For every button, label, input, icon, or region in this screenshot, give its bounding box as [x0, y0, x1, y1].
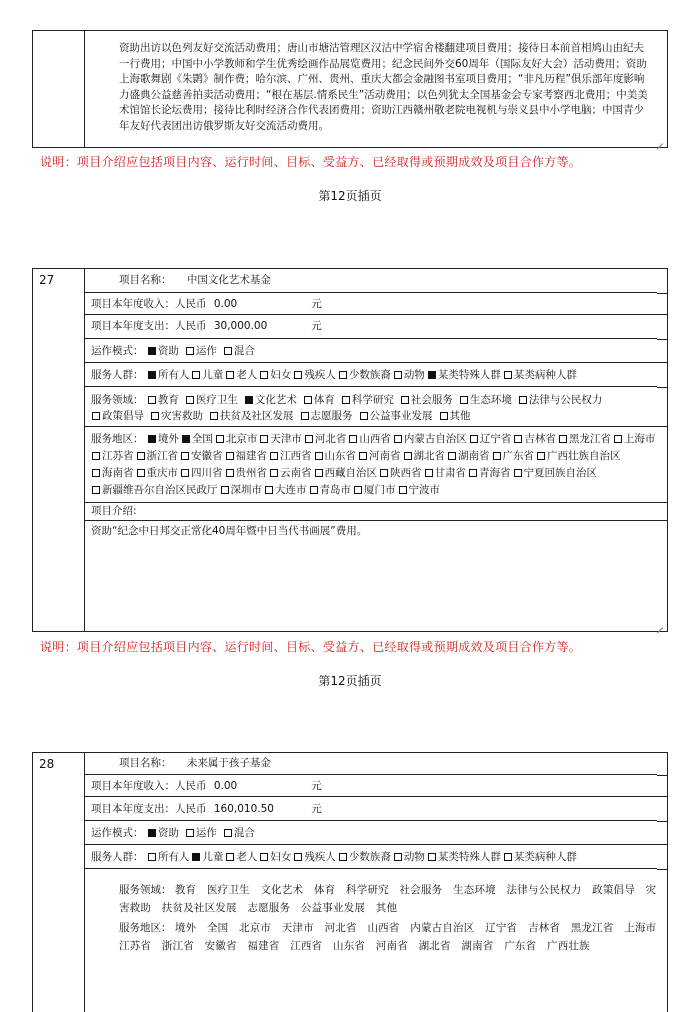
expense-value: 160,010.50: [213, 803, 274, 815]
checkbox-icon[interactable]: [92, 486, 100, 494]
option-label: 湖北省: [413, 450, 445, 462]
checkbox-icon[interactable]: [260, 853, 268, 861]
checkbox-icon[interactable]: [559, 435, 567, 443]
option-label: 青岛市: [319, 484, 351, 496]
people-options: [147, 851, 579, 863]
option-label: 运作: [195, 345, 217, 357]
checkbox-icon[interactable]: [394, 435, 402, 443]
option-item: [293, 851, 336, 863]
checkbox-icon[interactable]: [148, 396, 156, 404]
option-label: 上海市: [623, 433, 656, 445]
option-item: [427, 369, 501, 381]
checkbox-icon[interactable]: [519, 396, 527, 404]
checked-box-icon[interactable]: [182, 435, 190, 443]
option-item: [293, 369, 336, 381]
option-item: [147, 827, 179, 839]
option-item: [215, 433, 258, 445]
option-item: [269, 450, 312, 462]
expense-value: 30,000.00: [213, 320, 268, 332]
option-item: [225, 851, 257, 863]
option-item: [147, 433, 179, 445]
option-label: 黑龙江省: [568, 433, 611, 445]
checkbox-icon[interactable]: [294, 853, 302, 861]
unit-label: 元: [311, 803, 322, 815]
option-item: [91, 484, 218, 496]
option-item: [147, 369, 190, 381]
number-column: [33, 31, 85, 147]
name-row: [85, 269, 657, 293]
checkbox-icon[interactable]: [425, 469, 433, 477]
option-label: 境外: [157, 433, 179, 445]
option-label: 深圳市: [230, 484, 262, 496]
option-item: [259, 851, 291, 863]
checkbox-icon[interactable]: [224, 829, 232, 837]
option-item: [427, 851, 501, 863]
currency-label: 人民币: [175, 780, 207, 792]
checkbox-icon[interactable]: [504, 853, 512, 861]
option-item: [136, 467, 179, 479]
instruction-note: 说明：项目介绍应包括项目内容、运行时间、目标、受益方、已经取得或预期成效及项目合作方等。: [40, 640, 582, 654]
checkbox-icon[interactable]: [614, 435, 622, 443]
field-options-text: 教育 医疗卫生 文化艺术 体育 科学研究 社会服务 生态环境 法律与公民权力 政策倡导 灾害救助 扶贫及社区发展 志愿服务 公益事业发展 其他: [119, 884, 657, 914]
option-item: [220, 484, 263, 496]
option-label: 北京市: [225, 433, 258, 445]
expense-label: 项目本年度支出：: [91, 803, 175, 815]
option-label: 吉林省: [524, 433, 556, 445]
checked-box-icon[interactable]: [245, 396, 253, 404]
page-insert-label: 第12页插页: [318, 189, 382, 203]
option-item: [338, 369, 391, 381]
option-item: [91, 450, 134, 462]
region-label: 服务地区：: [91, 433, 144, 445]
project-name-value: 未来属于孩子基金: [186, 757, 271, 769]
checkbox-icon[interactable]: [514, 469, 522, 477]
checkbox-icon[interactable]: [404, 452, 412, 460]
region-row: [85, 427, 667, 503]
income-row: [85, 293, 667, 315]
checkbox-icon[interactable]: [514, 435, 522, 443]
option-item: [393, 369, 425, 381]
intro-label: 项目介绍:: [91, 505, 137, 517]
option-label: 宁波市: [408, 484, 440, 496]
option-item: [147, 851, 190, 863]
mode-options: [147, 345, 261, 357]
option-item: [225, 467, 268, 479]
option-label: 宁夏回族自治区: [523, 467, 597, 479]
option-label: 广西壮族自治区: [547, 450, 621, 462]
option-item: [180, 450, 223, 462]
option-item: [468, 467, 511, 479]
option-label: 混合: [233, 345, 255, 357]
resize-handle-icon[interactable]: [655, 136, 663, 144]
project-name-value: 中国文化艺术基金: [186, 274, 271, 286]
checkbox-icon[interactable]: [339, 371, 347, 379]
option-label: 江西省: [280, 450, 312, 462]
option-item: [181, 433, 213, 445]
option-item: [264, 484, 307, 496]
checkbox-icon[interactable]: [354, 486, 362, 494]
mode-row: [85, 821, 667, 845]
option-label: 妇女: [270, 369, 292, 381]
option-label: 内蒙古自治区: [403, 433, 467, 445]
checkbox-icon[interactable]: [380, 469, 388, 477]
checkbox-icon[interactable]: [469, 469, 477, 477]
checkbox-icon[interactable]: [137, 452, 145, 460]
project-number: 28: [39, 757, 55, 771]
option-label: 西藏自治区: [324, 467, 377, 479]
name-label: 项目名称：: [119, 757, 172, 769]
option-item: [513, 467, 598, 479]
field-options: [91, 394, 608, 422]
option-item: [244, 394, 297, 406]
option-label: 其他: [449, 410, 471, 422]
option-item: [136, 450, 179, 462]
checkbox-icon[interactable]: [537, 452, 545, 460]
expense-row: [85, 315, 657, 339]
option-label: 山东省: [324, 450, 356, 462]
expense-row: [85, 797, 657, 821]
option-label: 大连市: [275, 484, 307, 496]
checkbox-icon[interactable]: [186, 396, 194, 404]
mode-label: 运作模式：: [91, 827, 144, 839]
checkbox-icon[interactable]: [460, 396, 468, 404]
project-intro-text: 资助出访以色列友好交流活动费用；唐山市塘沽管理区汉沽中学宿舍楼翻建项目费用；接待日本前首相鸠山由纪夫一行费用；中国中小学教师和学生优秀绘画作品展览费用；纪念民间外交60周年（国际友好大会）活动费用；资助上海歌舞剧《朱鹮》制作费；哈尔滨、广州、贵州、重庆大都会金融图书室项目费用；“非凡历程”俱乐部年度影响力盛典公益慈善拍卖活动费用；“根在基层.情系民生”活动费用；以色列犹太全国基金会专家考察西北费用；中美美术馆馆长论坛费用；接待比利时经济合作代表团费用；资助江西赣州敬老院电视机与崇义县中小学电脑；中国青少年友好代表团出访俄罗斯友好交流活动费用。: [119, 42, 648, 132]
option-label: 政策倡导: [102, 410, 144, 422]
option-label: 儿童: [202, 369, 224, 381]
option-label: 医疗卫生: [195, 394, 238, 406]
option-item: [447, 450, 490, 462]
option-item: [91, 410, 144, 422]
page-insert-label: 第12页插页: [318, 674, 382, 688]
option-item: [223, 345, 255, 357]
option-item: [348, 433, 391, 445]
option-item: [304, 433, 347, 445]
name-label: 项目名称：: [119, 274, 172, 286]
option-item: [91, 467, 134, 479]
option-item: [185, 827, 217, 839]
option-label: 混合: [233, 827, 255, 839]
option-item: [513, 433, 556, 445]
option-item: [469, 433, 512, 445]
field-label: 服务领域：: [119, 884, 172, 896]
people-label: 服务人群：: [91, 369, 144, 381]
option-label: 浙江省: [146, 450, 178, 462]
checkbox-icon[interactable]: [226, 452, 234, 460]
income-label: 项目本年度收入：: [91, 780, 175, 792]
option-label: 山西省: [359, 433, 391, 445]
option-label: 运作: [195, 827, 217, 839]
checkbox-icon[interactable]: [301, 412, 309, 420]
checkbox-icon[interactable]: [315, 452, 323, 460]
currency-label: 人民币: [175, 803, 207, 815]
checkbox-icon[interactable]: [260, 371, 268, 379]
option-label: 厦门市: [364, 484, 396, 496]
income-value: 0.00: [213, 298, 238, 310]
mode-label: 运作模式：: [91, 345, 144, 357]
option-label: 某类特殊人群: [437, 851, 501, 863]
region-row: [85, 917, 667, 977]
checkbox-icon[interactable]: [270, 469, 278, 477]
checkbox-icon[interactable]: [92, 469, 100, 477]
option-label: 少数族裔: [348, 369, 391, 381]
checkbox-icon[interactable]: [394, 371, 402, 379]
option-item: [358, 450, 401, 462]
checkbox-icon[interactable]: [401, 396, 409, 404]
option-label: 贵州省: [235, 467, 267, 479]
checked-box-icon[interactable]: [428, 371, 436, 379]
field-row: [85, 387, 667, 427]
checkbox-icon[interactable]: [359, 452, 367, 460]
option-item: [359, 410, 433, 422]
mode-options: [147, 827, 261, 839]
option-item: [518, 394, 603, 406]
checkbox-icon[interactable]: [399, 486, 407, 494]
option-label: 陕西省: [390, 467, 422, 479]
option-label: 儿童: [202, 851, 224, 863]
option-item: [393, 851, 425, 863]
option-label: 安徽省: [191, 450, 223, 462]
option-item: [314, 450, 357, 462]
option-item: [225, 450, 268, 462]
checkbox-icon[interactable]: [504, 371, 512, 379]
option-item: [259, 433, 302, 445]
option-item: [150, 410, 203, 422]
option-item: [185, 394, 238, 406]
unit-label: 元: [311, 298, 322, 310]
option-item: [341, 394, 394, 406]
option-item: [459, 394, 512, 406]
option-label: 老人: [236, 369, 258, 381]
people-options: [147, 369, 579, 381]
checkbox-icon[interactable]: [216, 435, 224, 443]
option-label: 甘肃省: [434, 467, 466, 479]
mode-row: [85, 339, 667, 363]
checkbox-icon[interactable]: [92, 452, 100, 460]
checkbox-icon[interactable]: [493, 452, 501, 460]
option-item: [439, 410, 471, 422]
option-label: 文化艺术: [254, 394, 297, 406]
checkbox-icon[interactable]: [294, 371, 302, 379]
checkbox-icon[interactable]: [360, 412, 368, 420]
option-label: 全国: [191, 433, 213, 445]
intro-text-row: [85, 521, 667, 631]
checkbox-icon[interactable]: [148, 853, 156, 861]
people-label: 服务人群：: [91, 851, 144, 863]
people-row: [85, 845, 657, 869]
option-label: 海南省: [102, 467, 134, 479]
project-block-continued: [32, 30, 668, 148]
option-label: 志愿服务: [310, 410, 353, 422]
option-item: [613, 433, 656, 445]
project-intro-text: 资助“纪念中日邦交正常化40周年暨中日当代书画展”费用。: [91, 525, 368, 537]
checkbox-icon[interactable]: [226, 371, 234, 379]
option-label: 动物: [403, 851, 425, 863]
checkbox-icon[interactable]: [349, 435, 357, 443]
option-label: 河北省: [314, 433, 347, 445]
option-label: 所有人: [157, 369, 190, 381]
option-label: 江苏省: [102, 450, 134, 462]
option-label: 扶贫及社区发展: [220, 410, 294, 422]
option-label: 公益事业发展: [369, 410, 433, 422]
income-value: 0.00: [213, 780, 238, 792]
checked-box-icon[interactable]: [148, 435, 156, 443]
option-label: 残疾人: [304, 851, 336, 863]
checkbox-icon[interactable]: [151, 412, 159, 420]
unit-label: 元: [311, 320, 322, 332]
checkbox-icon[interactable]: [186, 829, 194, 837]
option-label: 某类病种人群: [513, 369, 577, 381]
currency-label: 人民币: [175, 320, 207, 332]
field-row: [85, 877, 667, 917]
checkbox-icon[interactable]: [92, 412, 100, 420]
option-item: [269, 467, 312, 479]
option-item: [424, 467, 467, 479]
number-column: [33, 753, 85, 1012]
currency-label: 人民币: [175, 298, 207, 310]
checkbox-icon[interactable]: [224, 347, 232, 355]
checkbox-icon[interactable]: [339, 853, 347, 861]
option-label: 动物: [403, 369, 425, 381]
checkbox-icon[interactable]: [270, 452, 278, 460]
option-label: 广东省: [502, 450, 534, 462]
checkbox-icon[interactable]: [304, 396, 312, 404]
project-block-27: [32, 268, 668, 632]
checkbox-icon[interactable]: [186, 347, 194, 355]
option-label: 资助: [157, 827, 179, 839]
option-label: 法律与公民权力: [528, 394, 603, 406]
checkbox-icon[interactable]: [394, 853, 402, 861]
option-label: 生态环境: [469, 394, 512, 406]
option-label: 新疆维吾尔自治区民政厅: [102, 484, 218, 496]
checkbox-icon[interactable]: [221, 486, 229, 494]
option-label: 灾害救助: [161, 410, 203, 422]
checkbox-icon[interactable]: [181, 469, 189, 477]
option-label: 重庆市: [146, 467, 178, 479]
option-label: 四川省: [191, 467, 223, 479]
option-label: 所有人: [157, 851, 190, 863]
project-number: 27: [39, 273, 55, 287]
option-item: [209, 410, 294, 422]
income-label: 项目本年度收入：: [91, 298, 175, 310]
option-item: [314, 467, 378, 479]
checkbox-icon[interactable]: [210, 412, 218, 420]
checkbox-icon[interactable]: [137, 469, 145, 477]
option-label: 科学研究: [351, 394, 394, 406]
option-item: [353, 484, 396, 496]
checkbox-icon[interactable]: [192, 371, 200, 379]
option-item: [536, 450, 621, 462]
option-label: 某类病种人群: [513, 851, 577, 863]
intro-label-row: [85, 503, 667, 521]
project-block-28: [32, 752, 668, 1012]
checkbox-icon[interactable]: [470, 435, 478, 443]
option-item: [191, 369, 223, 381]
option-item: [492, 450, 535, 462]
option-item: [191, 851, 223, 863]
option-label: 残疾人: [304, 369, 336, 381]
checked-box-icon[interactable]: [148, 829, 156, 837]
option-label: 辽宁省: [479, 433, 512, 445]
option-label: 妇女: [270, 851, 292, 863]
checkbox-icon[interactable]: [440, 412, 448, 420]
option-item: [309, 484, 352, 496]
option-item: [147, 394, 179, 406]
option-item: [403, 450, 446, 462]
option-item: [503, 369, 577, 381]
region-label: 服务地区：: [119, 922, 172, 934]
option-item: [259, 369, 291, 381]
checkbox-icon[interactable]: [226, 853, 234, 861]
option-label: 少数族裔: [348, 851, 391, 863]
region-options: [91, 433, 657, 496]
option-item: [180, 467, 223, 479]
checkbox-icon[interactable]: [226, 469, 234, 477]
checkbox-icon[interactable]: [181, 452, 189, 460]
resize-handle-icon[interactable]: [655, 620, 663, 628]
instruction-note: 说明：项目介绍应包括项目内容、运行时间、目标、受益方、已经取得或预期成效及项目合作方等。: [40, 155, 582, 169]
region-options-text: 境外 全国 北京市 天津市 河北省 山西省 内蒙古自治区 辽宁省 吉林省 黑龙江省 上海市 江苏省 浙江省 安徽省 福建省 江西省 山东省 河南省 湖北省 湖南省 广东省 广西壮族: [119, 922, 668, 952]
option-label: 资助: [157, 345, 179, 357]
expense-label: 项目本年度支出：: [91, 320, 175, 332]
option-item: [393, 433, 467, 445]
option-label: 河南省: [369, 450, 401, 462]
option-item: [225, 369, 257, 381]
option-item: [400, 394, 453, 406]
option-item: [503, 851, 577, 863]
option-item: [185, 345, 217, 357]
checkbox-icon[interactable]: [265, 486, 273, 494]
checkbox-icon[interactable]: [305, 435, 313, 443]
option-item: [300, 410, 353, 422]
field-label: 服务领域：: [91, 394, 144, 406]
option-item: [379, 467, 422, 479]
option-label: 某类特殊人群: [437, 369, 501, 381]
checkbox-icon[interactable]: [428, 853, 436, 861]
checked-box-icon[interactable]: [148, 371, 156, 379]
option-label: 福建省: [235, 450, 267, 462]
checkbox-icon[interactable]: [342, 396, 350, 404]
checkbox-icon[interactable]: [260, 435, 268, 443]
option-label: 湖南省: [458, 450, 490, 462]
checked-box-icon[interactable]: [148, 347, 156, 355]
option-item: [558, 433, 611, 445]
unit-label: 元: [311, 780, 322, 792]
option-label: 体育: [313, 394, 335, 406]
checkbox-icon[interactable]: [310, 486, 318, 494]
option-item: [303, 394, 335, 406]
option-label: 云南省: [280, 467, 312, 479]
option-item: [147, 345, 179, 357]
people-row: [85, 363, 657, 387]
option-item: [398, 484, 441, 496]
option-item: [338, 851, 391, 863]
option-label: 教育: [157, 394, 179, 406]
checked-box-icon[interactable]: [192, 853, 200, 861]
option-label: 社会服务: [410, 394, 453, 406]
option-item: [223, 827, 255, 839]
number-column: [33, 269, 85, 631]
option-label: 老人: [236, 851, 258, 863]
checkbox-icon[interactable]: [315, 469, 323, 477]
option-label: 天津市: [270, 433, 302, 445]
checkbox-icon[interactable]: [448, 452, 456, 460]
option-label: 青海省: [479, 467, 511, 479]
name-row: [85, 753, 657, 775]
income-row: [85, 775, 667, 797]
